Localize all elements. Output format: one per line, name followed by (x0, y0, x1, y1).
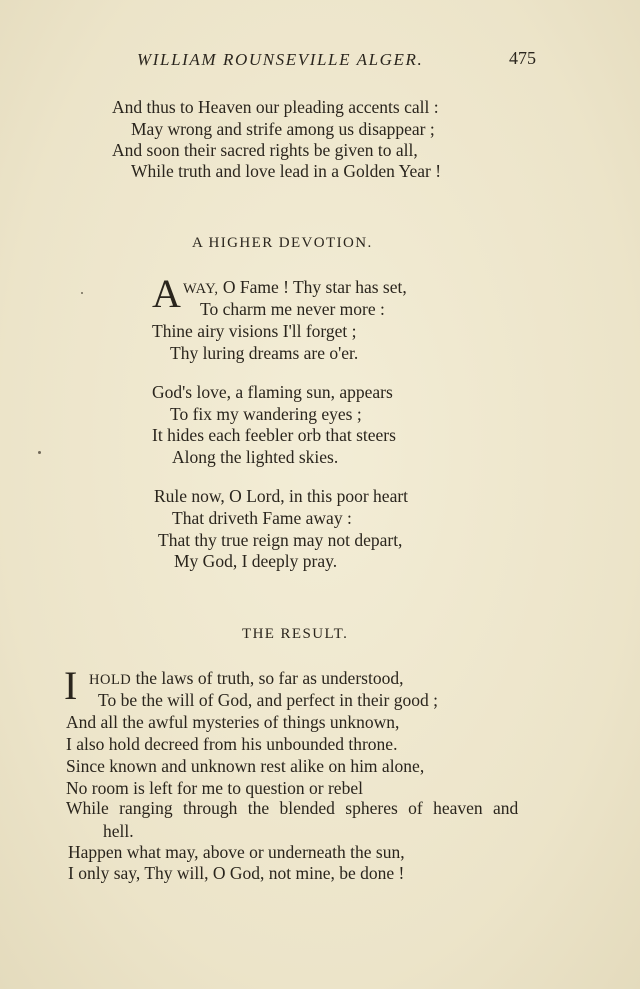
verse-line: God's love, a flaming sun, appears (152, 382, 393, 402)
verse-line: Happen what may, above or underneath the sun, (68, 842, 405, 862)
first-word-caps: WAY, (183, 281, 219, 297)
verse-line: I only say, Thy will, O God, not mine, be done ! (68, 863, 405, 883)
verse-line: To be the will of God, and perfect in their good ; (98, 690, 438, 710)
verse-line: And thus to Heaven our pleading accents call : (112, 97, 439, 117)
verse-line: And all the awful mysteries of things unknown, (66, 712, 400, 732)
first-line-rest: the laws of truth, so far as understood, (131, 668, 404, 688)
page-number: 475 (509, 48, 536, 68)
verse-line: That thy true reign may not depart, (158, 530, 403, 550)
verse-line-first (89, 667, 403, 691)
verse-line-first (183, 276, 407, 300)
verse-line: My God, I deeply pray. (174, 551, 338, 571)
verse-line: It hides each feebler orb that steers (152, 425, 396, 445)
verse-line: May wrong and strife among us disappear ; (131, 119, 435, 139)
poem-title: THE RESULT. (242, 626, 349, 642)
verse-line: Since known and unknown rest alike on him alone, (66, 756, 425, 776)
verse-line: I also hold decreed from his unbounded throne. (66, 734, 398, 754)
verse-line: No room is left for me to question or rebel (66, 778, 363, 798)
verse-line: While ranging through the blended spheres of heaven and (66, 798, 519, 818)
verse-line: While truth and love lead in a Golden Year ! (131, 161, 442, 181)
paper-speck (81, 292, 83, 294)
paper-speck (38, 451, 41, 454)
first-line-rest: O Fame ! Thy star has set, (218, 277, 407, 297)
verse-line: And soon their sacred rights be given to all, (112, 140, 418, 160)
verse-line: Thy luring dreams are o'er. (170, 343, 359, 363)
verse-line: To charm me never more : (200, 299, 385, 319)
verse-line: That driveth Fame away : (172, 508, 352, 528)
verse-line: Rule now, O Lord, in this poor heart (154, 486, 409, 506)
first-word-caps: HOLD (89, 672, 132, 688)
verse-line: To fix my wandering eyes ; (170, 404, 362, 424)
verse-line-continuation: hell. (103, 821, 134, 841)
verse-line: Thine airy visions I'll forget ; (152, 321, 357, 341)
running-head: WILLIAM ROUNSEVILLE ALGER. (137, 50, 424, 69)
drop-cap: I (64, 663, 78, 708)
poem-title: A HIGHER DEVOTION. (192, 235, 373, 251)
verse-line: Along the lighted skies. (172, 447, 339, 467)
page-header (0, 50, 640, 76)
drop-cap: A (152, 271, 181, 316)
